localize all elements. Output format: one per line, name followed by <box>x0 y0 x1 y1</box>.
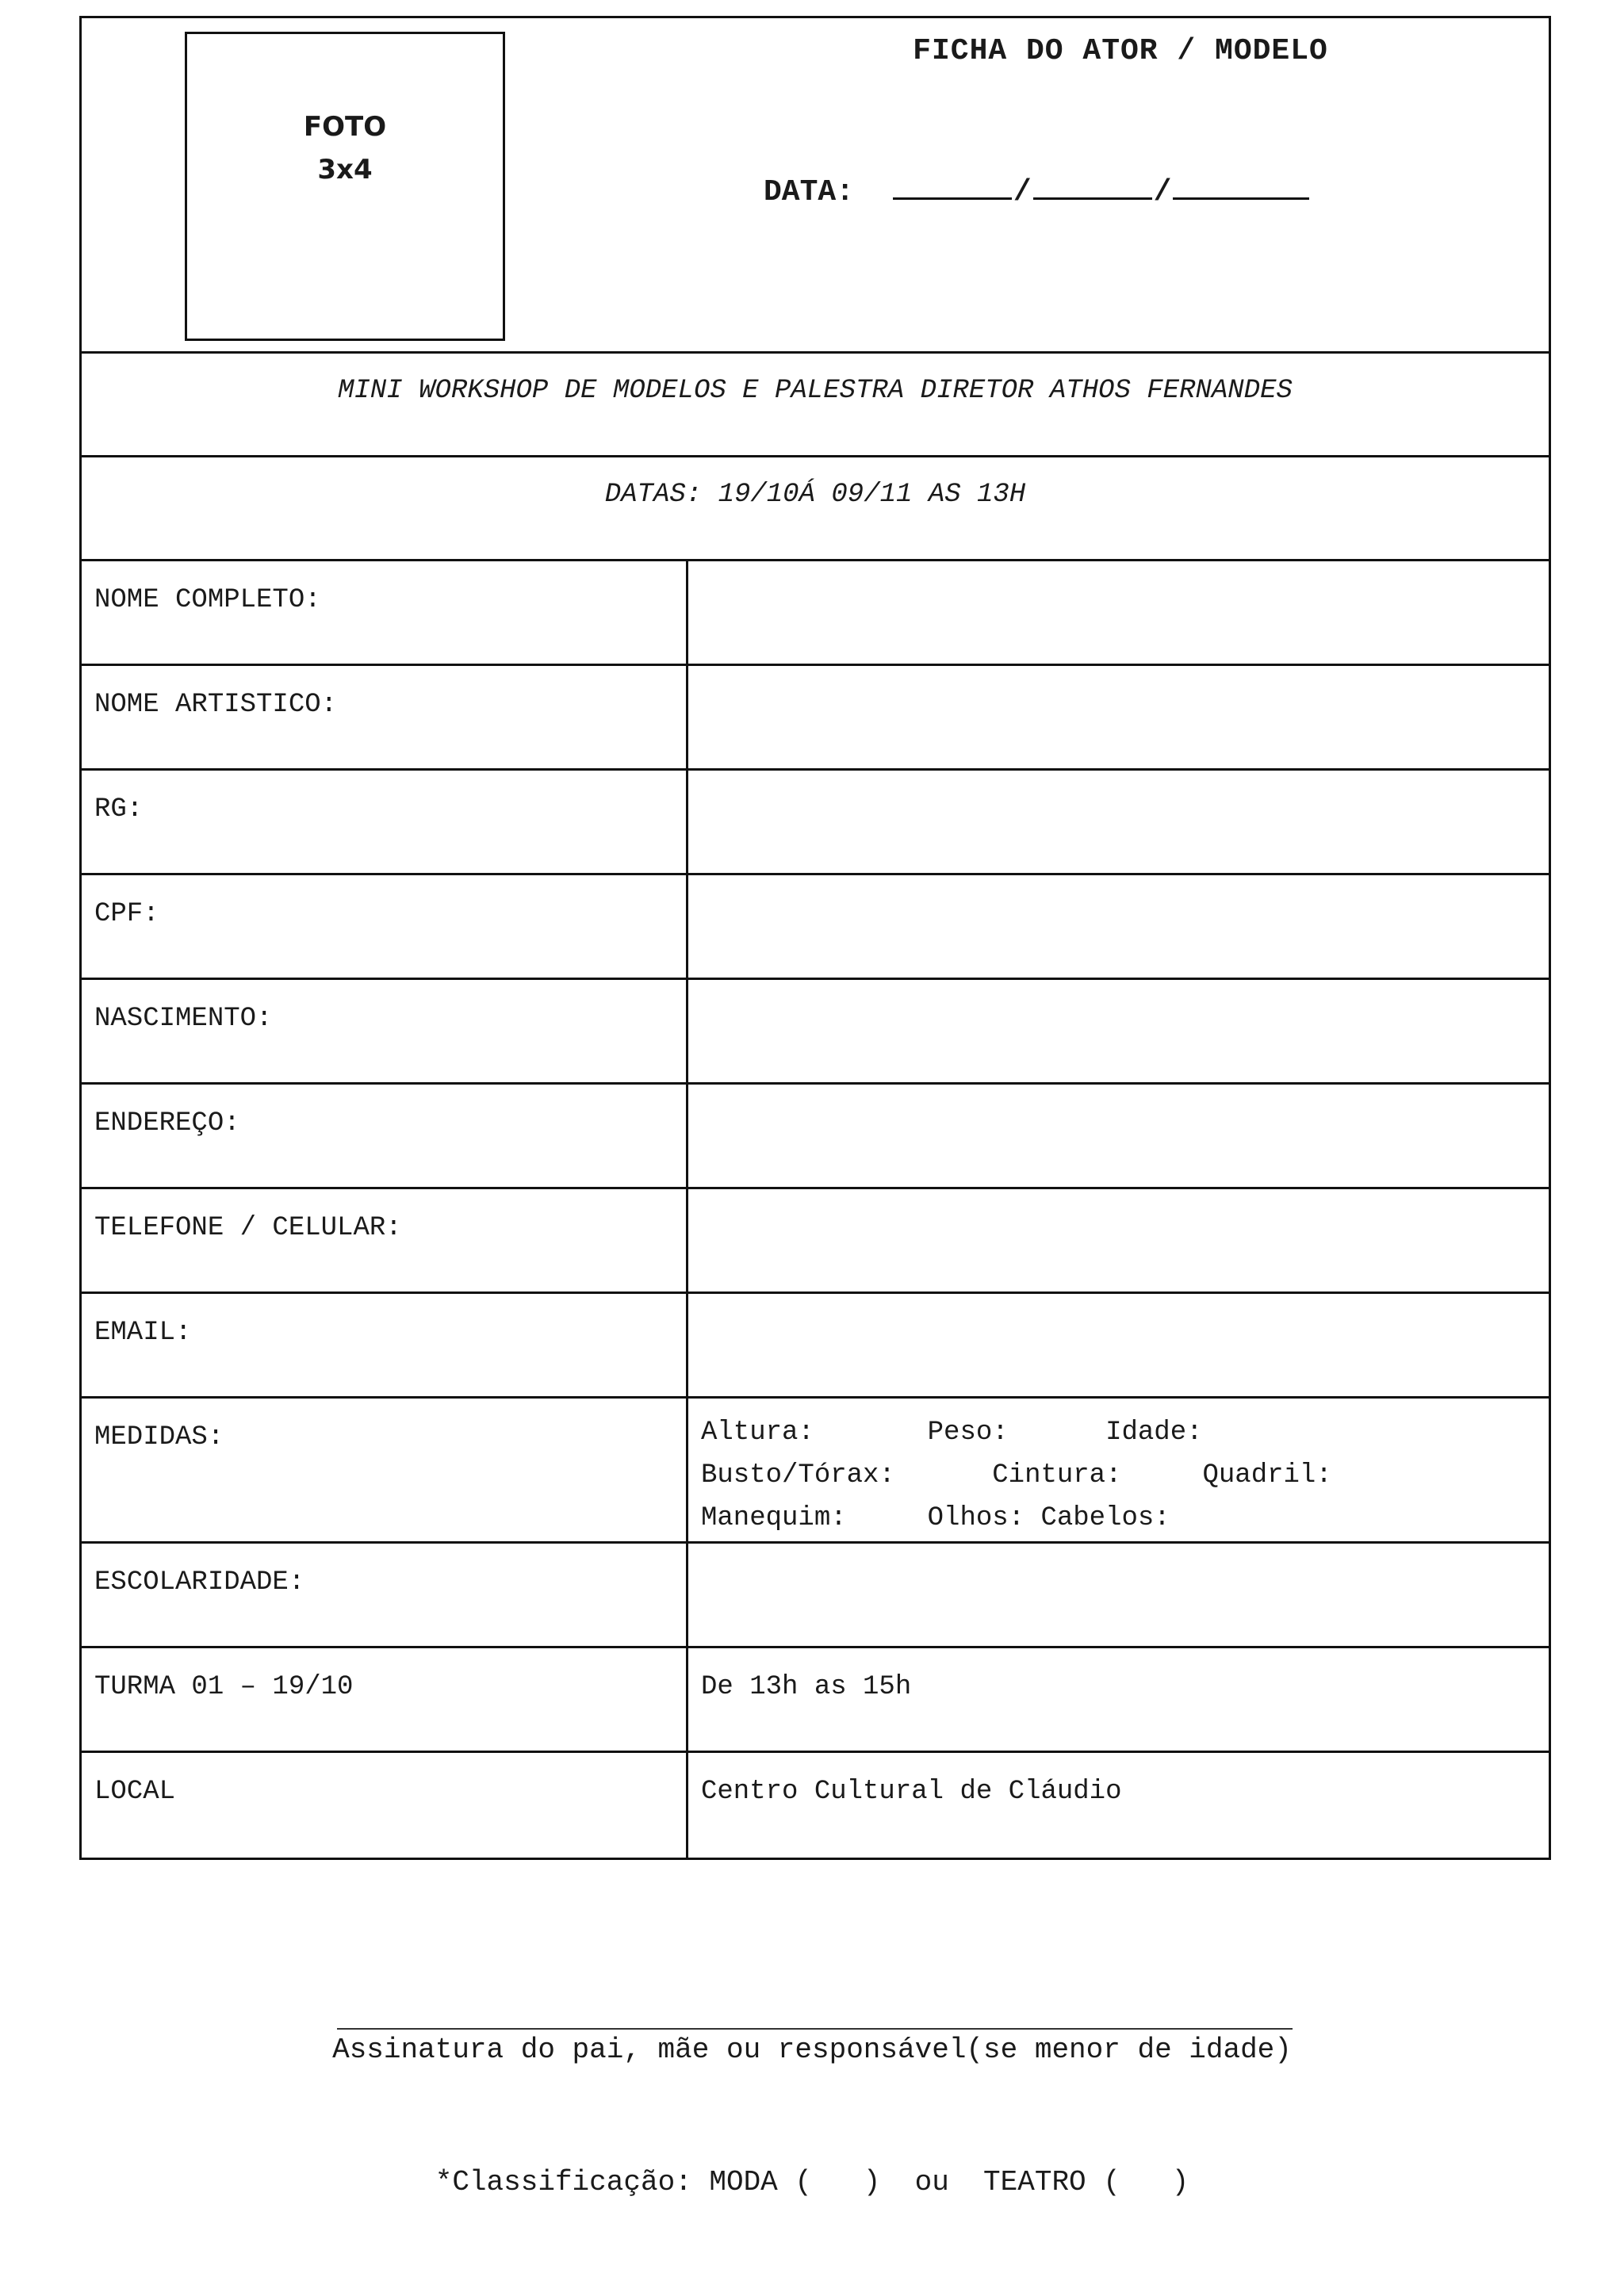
form-title: FICHA DO ATOR / MODELO <box>913 34 1328 68</box>
field-row-turma <box>82 1648 1549 1753</box>
date-separator: / <box>1013 175 1032 209</box>
field-value[interactable] <box>688 1294 1549 1396</box>
date-field[interactable] <box>764 169 1309 209</box>
date-month-blank[interactable] <box>1033 169 1152 200</box>
field-label: NOME ARTISTICO: <box>82 666 688 768</box>
field-row-email <box>82 1294 1549 1399</box>
classification-line: *Classificação: MODA ( ) ou TEATRO ( ) <box>435 2166 1189 2198</box>
field-label: TURMA 01 – 19/10 <box>82 1648 688 1751</box>
field-row-escolaridade <box>82 1544 1549 1648</box>
field-label: EMAIL: <box>82 1294 688 1396</box>
date-label: DATA: <box>764 175 855 209</box>
field-value[interactable] <box>688 1189 1549 1292</box>
field-value[interactable] <box>688 561 1549 664</box>
field-row-nascimento <box>82 980 1549 1085</box>
field-label: TELEFONE / CELULAR: <box>82 1189 688 1292</box>
field-row-telefone <box>82 1189 1549 1294</box>
field-label: ENDEREÇO: <box>82 1085 688 1187</box>
workshop-banner: MINI WORKSHOP DE MODELOS E PALESTRA DIRETOR ATHOS FERNANDES <box>82 354 1549 457</box>
field-value[interactable] <box>688 1085 1549 1187</box>
field-value[interactable] <box>688 980 1549 1082</box>
measures-value[interactable] <box>688 1399 1549 1541</box>
field-value: De 13h as 15h <box>701 1672 912 1702</box>
field-label: NASCIMENTO: <box>82 980 688 1082</box>
photo-label: FOTO <box>303 111 387 143</box>
field-label: NOME COMPLETO: <box>82 561 688 664</box>
field-row-medidas <box>82 1399 1549 1544</box>
field-label: CPF: <box>82 875 688 978</box>
field-value[interactable] <box>688 771 1549 873</box>
date-separator: / <box>1153 175 1172 209</box>
field-value[interactable] <box>688 666 1549 768</box>
field-row-nome-completo <box>82 561 1549 666</box>
measures-line: Altura: Peso: Idade: <box>701 1418 1203 1448</box>
field-value: Centro Cultural de Cláudio <box>701 1777 1122 1807</box>
field-value[interactable] <box>688 1544 1549 1646</box>
photo-size-label: 3x4 <box>317 154 373 186</box>
measures-line: Busto/Tórax: Cintura: Quadril: <box>701 1460 1332 1490</box>
signature-line[interactable] <box>337 2028 1293 2030</box>
date-year-blank[interactable] <box>1173 169 1309 200</box>
actor-model-form <box>79 16 1551 1860</box>
field-label: LOCAL <box>82 1753 688 1858</box>
field-row-nome-artistico <box>82 666 1549 771</box>
field-value[interactable] <box>688 875 1549 978</box>
signature-caption: Assinatura do pai, mãe ou responsável(se menor de idade) <box>332 2034 1292 2066</box>
field-row-cpf <box>82 875 1549 980</box>
photo-placeholder[interactable] <box>185 32 505 341</box>
measures-line: Manequim: Olhos: Cabelos: <box>701 1503 1170 1533</box>
field-label: RG: <box>82 771 688 873</box>
field-label: ESCOLARIDADE: <box>82 1544 688 1646</box>
field-row-rg <box>82 771 1549 875</box>
dates-banner: DATAS: 19/10Á 09/11 AS 13H <box>82 457 1549 561</box>
field-label: MEDIDAS: <box>82 1399 688 1541</box>
field-row-local <box>82 1753 1549 1858</box>
form-header <box>82 18 1549 354</box>
date-day-blank[interactable] <box>893 169 1012 200</box>
field-row-endereco <box>82 1085 1549 1189</box>
